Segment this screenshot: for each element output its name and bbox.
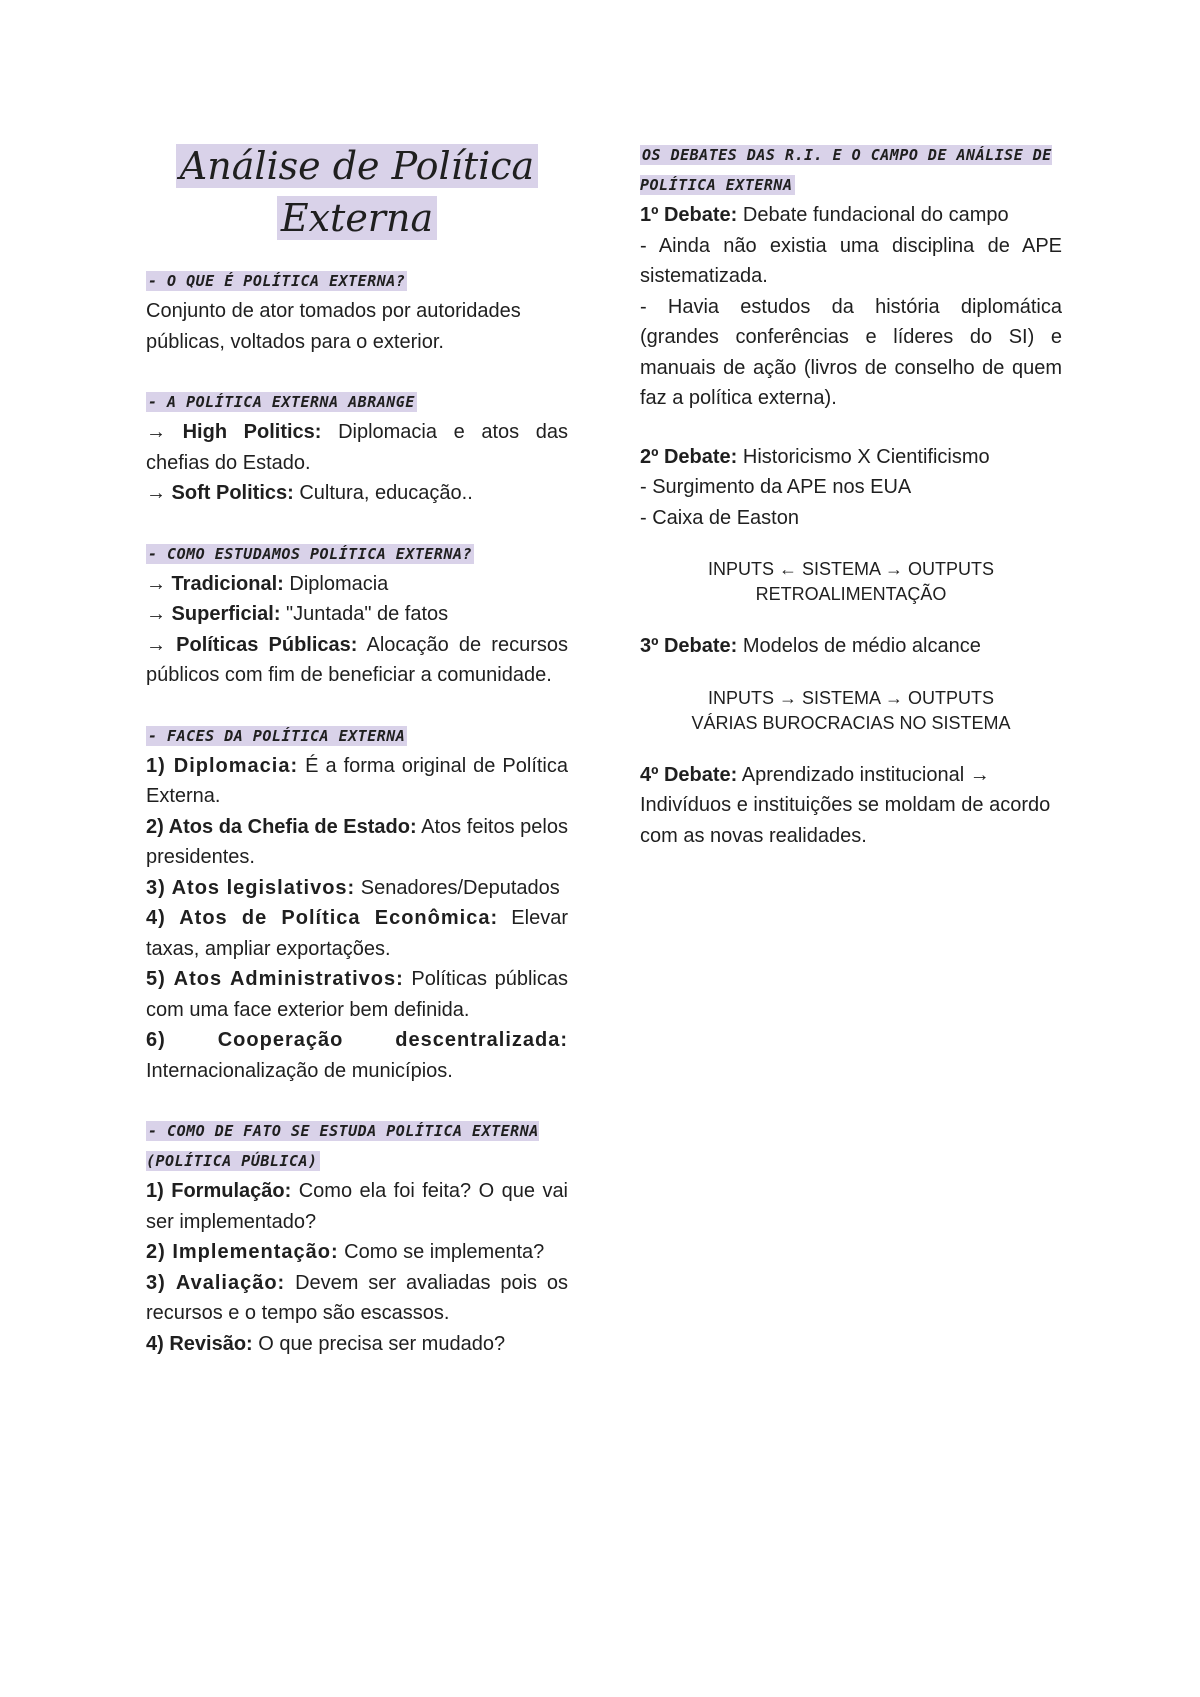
list-item: 3) Atos legislativos: Senadores/Deputados [146,876,560,899]
paragraph: Conjunto de ator tomados por autoridades públicas, voltados para o exterior. [146,300,521,353]
debate-2 [640,442,1062,534]
diagram-line: RETROALIMENTAÇÃO [755,584,947,604]
debate-3 [640,631,1062,662]
section-scope [146,387,568,509]
debate-line: - Havia estudos da história diplomática (grandes conferências e líderes do SI) e manuais de ação (livros de conselho de quem faz a política externa). [640,295,1062,409]
debate-title: 1º Debate: Debate fundacional do campo [640,204,1009,226]
list-item: → Soft Politics: Cultura, educação.. [146,482,473,504]
section-heading: - COMO ESTUDAMOS POLÍTICA EXTERNA? [148,544,473,563]
section-faces [146,721,568,1087]
debate-4 [640,760,1062,852]
list-item: 2) Implementação: Como se implementa? [146,1241,545,1263]
list-item: 1) Formulação: Como ela foi feita? O que vai ser implementado? [146,1180,569,1233]
diagram-line: VÁRIAS BUROCRACIAS NO SISTEMA [691,712,1011,733]
left-column [146,140,568,1389]
section-heading: OS DEBATES DAS R.I. E O CAMPO DE ANÁLISE DE POLÍTICA EXTERNA [640,146,1052,194]
debate-title: 2º Debate: Historicismo X Cientificismo [640,445,990,468]
diagram-line: INPUTS → SISTEMA → OUTPUTS [707,687,995,708]
debate-line: - Caixa de Easton [640,506,799,529]
list-item: 1) Diplomacia: É a forma original de Política Externa. [146,754,568,807]
debate-1 [640,200,1062,414]
section-how-study [146,539,568,691]
debate-line: - Ainda não existia uma disciplina de APE sistematizada. [640,234,1062,287]
list-item: → Políticas Públicas: Alocação de recursos públicos com fim de beneficiar a comunidade. [146,633,568,686]
debate-title: 4º Debate: Aprendizado institucional → Indivíduos e instituições se moldam de acordo com as novas realidades. [640,763,1051,847]
title-line-1: Análise de Política [176,144,538,188]
list-item: → High Politics: Diplomacia e atos das chefias do Estado. [146,421,568,474]
section-heading: - A POLÍTICA EXTERNA ABRANGE [148,393,415,411]
section-heading: - COMO DE FATO SE ESTUDA POLÍTICA EXTERNA (POLÍTICA PÚBLICA) [146,1122,539,1170]
list-item: 4) Atos de Política Econômica: Elevar taxas, ampliar exportações. [146,907,568,960]
list-item: 2) Atos da Chefia de Estado: Atos feitos pelos presidentes. [146,815,568,868]
right-column [640,140,1062,851]
diagram-line: INPUTS ← SISTEMA → OUTPUTS [707,559,995,579]
section-heading: - O QUE É POLÍTICA EXTERNA? [148,272,406,290]
easton-box-diagram [640,557,1062,607]
list-item: 6) Cooperação descentralizada: Internacionalização de municípios. [146,1029,568,1082]
debate-title: 3º Debate: Modelos de médio alcance [640,635,981,657]
debate-line: - Surgimento da APE nos EUA [640,476,912,498]
section-public-policy [146,1116,568,1359]
list-item: → Superficial: "Juntada" de fatos [146,603,449,625]
document-title [146,140,568,244]
section-heading: - FACES DA POLÍTICA EXTERNA [148,726,406,745]
list-item: 5) Atos Administrativos: Políticas públicas com uma face exterior bem definida. [146,968,568,1021]
list-item: → Tradicional: Diplomacia [146,572,389,595]
title-line-2: Externa [277,196,437,240]
section-what-is [146,266,568,357]
bureaucracy-diagram [640,686,1062,736]
list-item: 4) Revisão: O que precisa ser mudado? [146,1332,506,1355]
list-item: 3) Avaliação: Devem ser avaliadas pois os recursos e o tempo são escassos. [146,1271,568,1324]
